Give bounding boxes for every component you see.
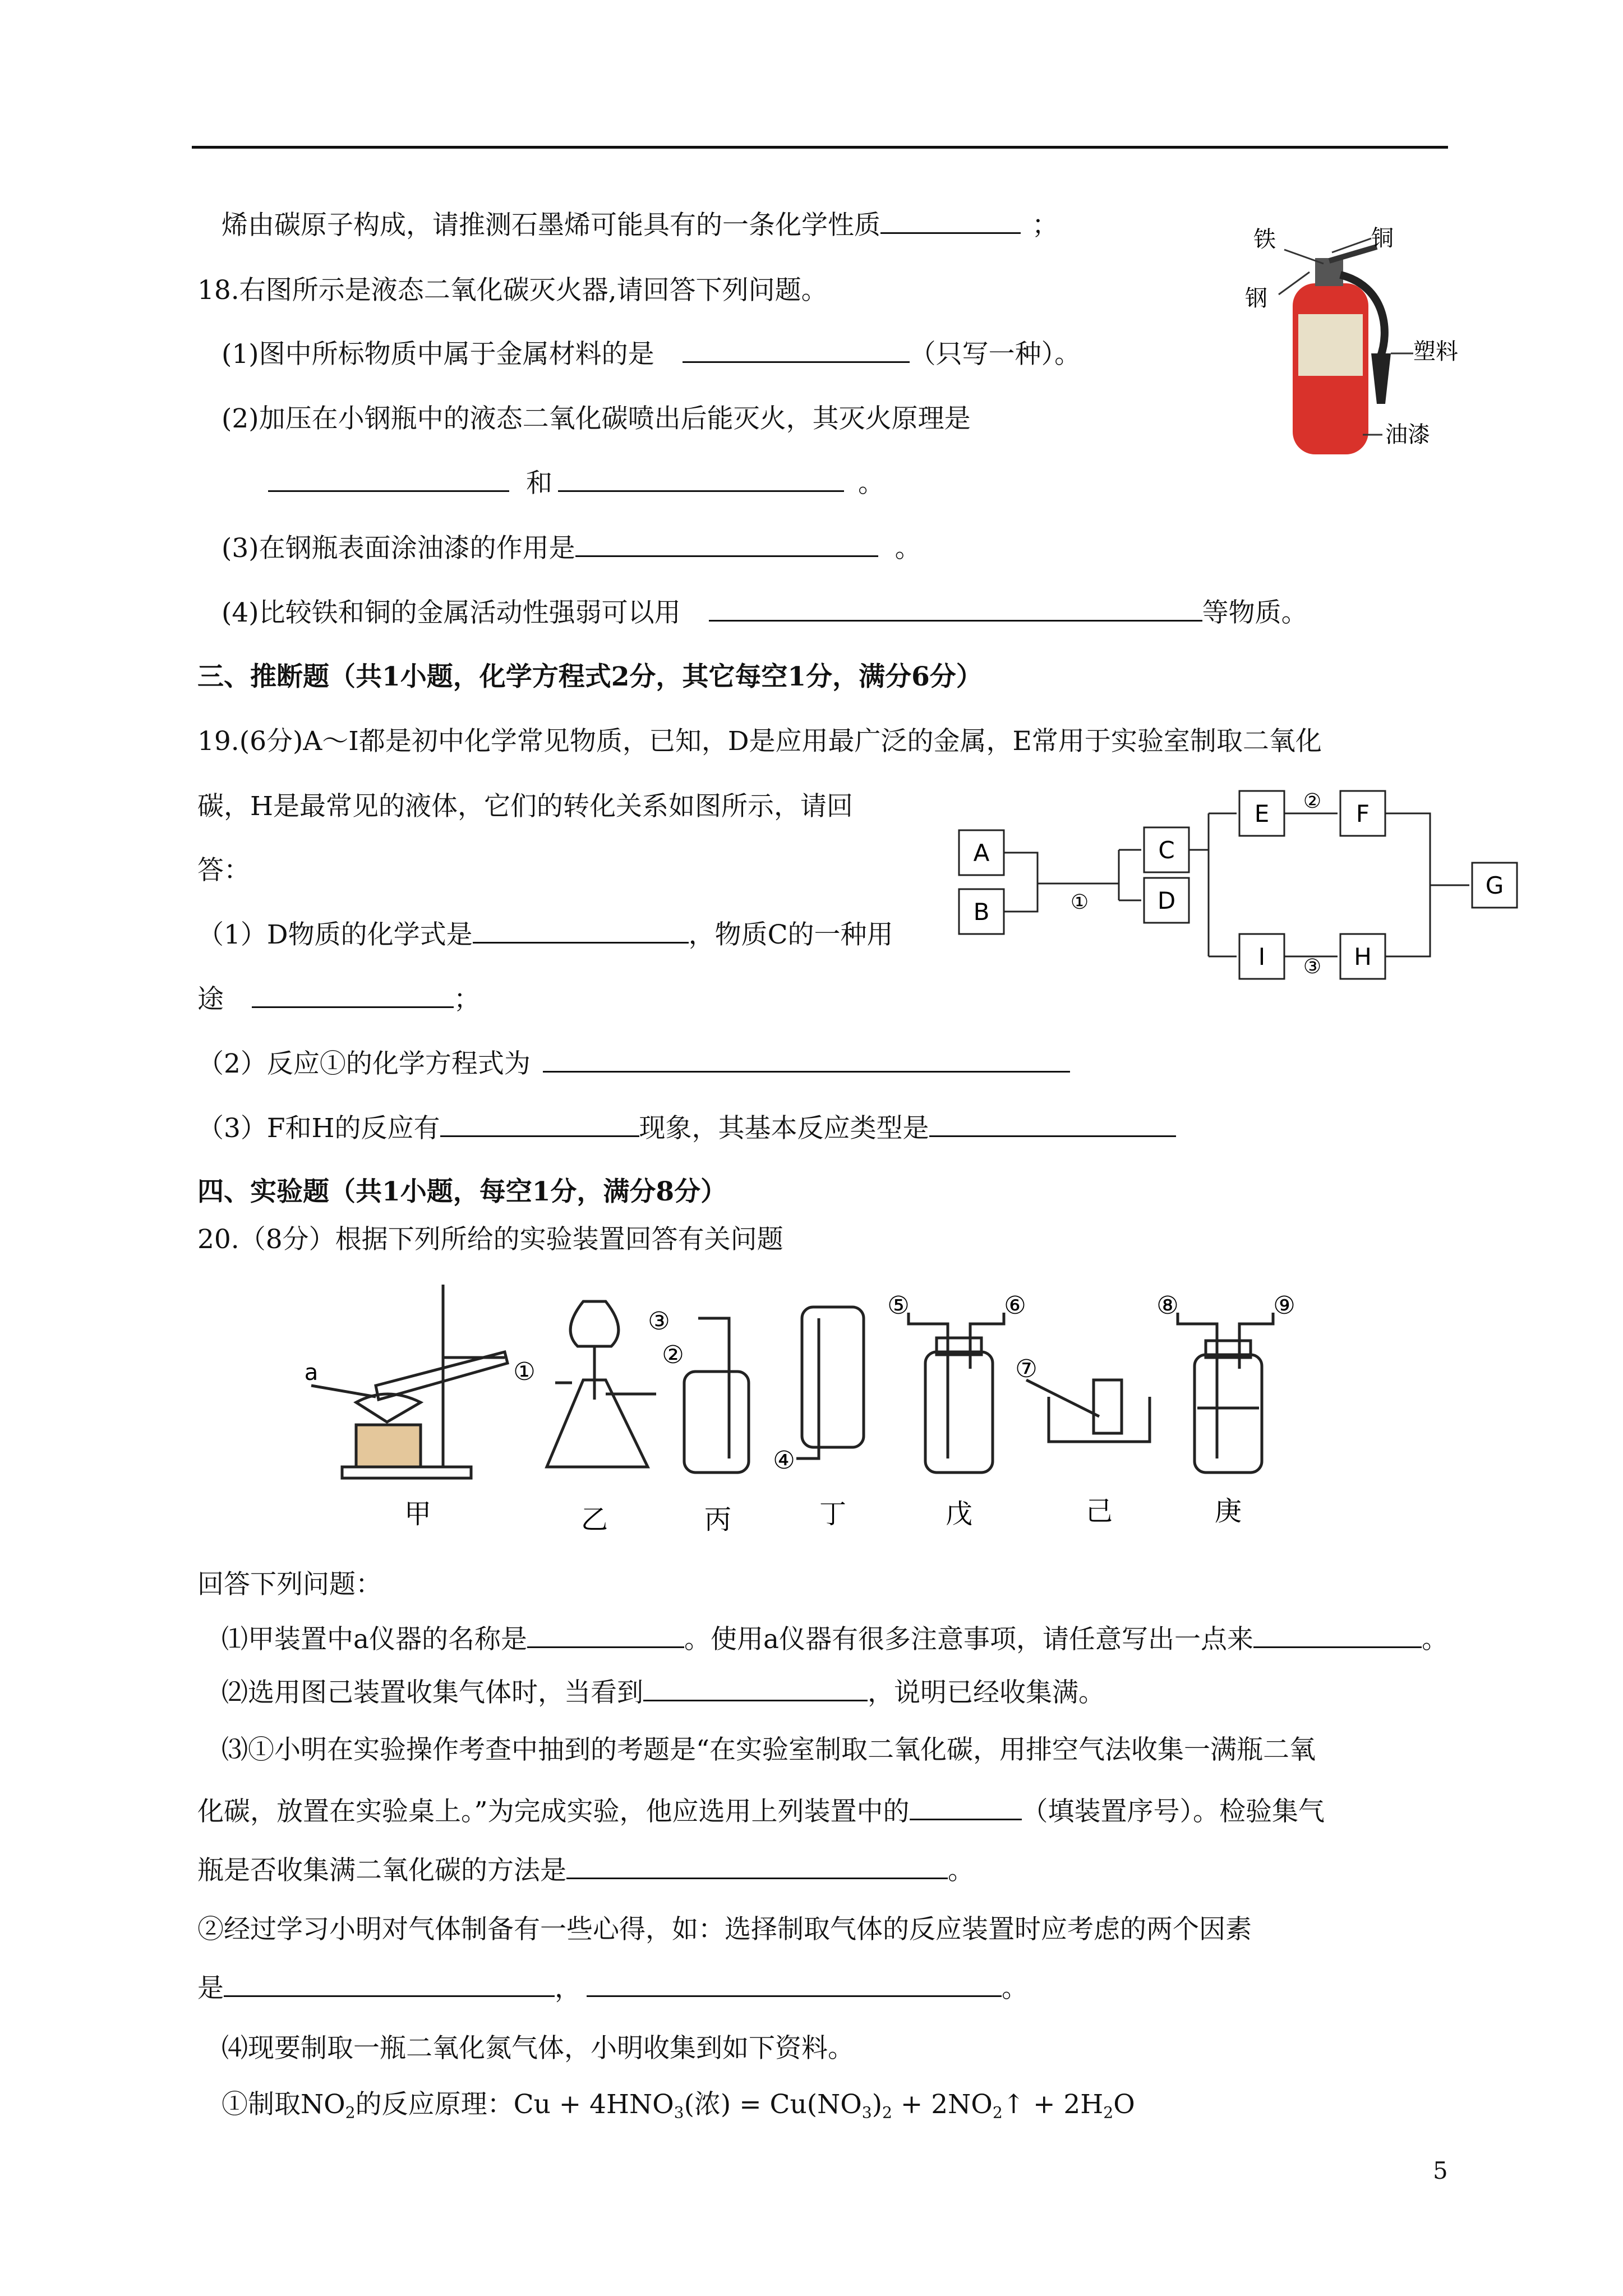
answer-blank[interactable] (473, 919, 689, 944)
text-line: 化碳，放置在实验桌上。”为完成实验，他应选用上列装置中的 （填装置序号）。检验集气 (197, 1796, 1325, 1827)
answer-blank[interactable] (440, 1113, 639, 1137)
nozzle-horn (1371, 353, 1391, 404)
box-A-label: A (973, 839, 990, 867)
apparatus-wu (909, 1313, 1004, 1473)
box-H-label: H (1354, 943, 1372, 970)
cylinder-label (1298, 314, 1363, 376)
label-ding: 丁 (819, 1498, 847, 1530)
port-6: ⑥ (1004, 1291, 1026, 1320)
box-B-label: B (973, 898, 990, 926)
label-plastic: 塑料 (1413, 339, 1458, 365)
port-7: ⑦ (1015, 1355, 1038, 1383)
port-8: ⑧ (1156, 1291, 1179, 1320)
answer-blank[interactable] (643, 1677, 868, 1701)
q20-part2: ⑵选用图己装置收集气体时，当看到 ，说明已经收集满。 (222, 1677, 1105, 1708)
text-line: 烯由碳原子构成，请推测石墨烯可能具有的一条化学性质 ； (222, 210, 1058, 241)
apparatus-ding (796, 1307, 864, 1458)
flow-diagram (948, 780, 1537, 999)
answer-blank[interactable] (224, 1973, 555, 1997)
box-C-label: C (1158, 836, 1175, 864)
header-rule (192, 146, 1448, 149)
q20-part1: ⑴甲装置中a仪器的名称是 。使用a仪器有很多注意事项，请任意写出一点来 。 (222, 1624, 1449, 1655)
label-a: a (304, 1360, 319, 1386)
answer-blank[interactable] (558, 468, 844, 492)
label-paint: 油漆 (1385, 422, 1430, 448)
label-bing: 丙 (704, 1504, 732, 1535)
answer-blank[interactable] (683, 339, 910, 363)
apparatus-yi (547, 1301, 656, 1467)
label-jia: 甲 (404, 1498, 432, 1530)
q20-part4: ⑷现要制取一瓶二氧化氮气体，小明收集到如下资料。 (222, 2033, 854, 2064)
box-G-label: G (1485, 872, 1504, 899)
q19-part1: （1）D物质的化学式是 ，物质C的一种用 (197, 919, 893, 950)
q19-part2: （2）反应①的化学方程式为 (197, 1047, 1070, 1081)
answer-blank[interactable] (910, 1796, 1022, 1820)
apparatus-geng (1178, 1313, 1273, 1473)
question-18: 18.右图所示是液态二氧化碳灭火器,请回答下列问题。 (197, 275, 828, 306)
label-iron: 铁 (1253, 227, 1276, 252)
reaction-1-label: ① (1070, 891, 1089, 914)
port-4: ④ (773, 1446, 795, 1475)
box-E-label: E (1254, 800, 1270, 827)
connector-3 (1284, 813, 1338, 956)
answer-blank[interactable] (527, 1624, 684, 1648)
answer-blank[interactable] (543, 1048, 1070, 1073)
text-line: 碳，H是最常见的液体，它们的转化关系如图所示，请回 (197, 791, 853, 822)
answer-blank[interactable] (268, 468, 509, 492)
port-5: ⑤ (887, 1291, 910, 1320)
q20-part3: ⑶①小明在实验操作考查中抽到的考题是“在实验室制取二氧化碳，用排空气法收集一满瓶二氧 (222, 1734, 1316, 1765)
q18-part1: (1)图中所标物质中属于金属材料的是 （只写一种）。 (222, 339, 1081, 370)
answer-blank[interactable] (880, 210, 1021, 234)
apparatus-jia (311, 1285, 508, 1478)
q18-part4: (4)比较铁和铜的金属活动性强弱可以用 等物质。 (222, 597, 1308, 628)
connector-4 (1385, 813, 1469, 956)
section-4-heading: 四、实验题（共1小题，每空1分，满分8分） (197, 1176, 727, 1207)
reaction-2-label: ② (1303, 790, 1322, 813)
answer-blank[interactable] (929, 1113, 1176, 1137)
label-copper: 铜 (1371, 226, 1394, 251)
apparatus-bing (684, 1318, 749, 1473)
label-steel: 钢 (1245, 286, 1267, 311)
q18-part3: (3)在钢瓶表面涂油漆的作用是 。 (222, 533, 921, 564)
port-2: ② (662, 1341, 684, 1369)
answer-blank[interactable] (252, 984, 454, 1008)
label-wu: 戊 (945, 1498, 973, 1530)
port-9: ⑨ (1273, 1291, 1295, 1320)
apparatus-figure (292, 1273, 1357, 1537)
page-number: 5 (1433, 2157, 1448, 2184)
label-yi: 乙 (580, 1504, 608, 1535)
q19-part3: （3）F和H的反应有 现象，其基本反应类型是 (197, 1112, 1176, 1145)
text-line: 瓶是否收集满二氧化碳的方法是 。 (197, 1855, 974, 1886)
label-ji: 己 (1085, 1496, 1113, 1527)
label-geng: 庚 (1214, 1496, 1242, 1527)
handle (1329, 247, 1377, 261)
q18-part2: (2)加压在小钢瓶中的液态二氧化碳喷出后能灭火，其灭火原理是 (222, 403, 971, 434)
answer-blank[interactable] (575, 533, 878, 557)
pointer-line (1284, 250, 1324, 264)
answer-blank[interactable] (566, 1855, 948, 1879)
text-line: 答： (197, 855, 250, 886)
box-D-label: D (1157, 887, 1176, 914)
question-20: 20.（8分）根据下列所给的实验装置回答有关问题 (197, 1224, 783, 1255)
section-3-heading: 三、推断题（共1小题，化学方程式2分，其它每空1分，满分6分） (197, 661, 983, 692)
answer-blank[interactable] (1253, 1624, 1422, 1648)
port-1: ① (513, 1358, 536, 1386)
answer-blank[interactable] (709, 597, 1202, 622)
reaction-3-label: ③ (1303, 955, 1322, 978)
question-19: 19.(6分)A～I都是初中化学常见物质，已知，D是应用最广泛的金属，E常用于实验室制取二氧化 (197, 726, 1322, 757)
apparatus-ji (1026, 1380, 1150, 1442)
port-3: ③ (648, 1307, 670, 1336)
box-F-label: F (1355, 800, 1370, 827)
text-line: 途 ； (197, 984, 480, 1015)
box-I-label: I (1258, 943, 1266, 970)
q18-part2-answers: 和 。 (268, 467, 884, 500)
reaction-equation: ①制取$NO_2$的反应原理：$Cu + 4HNO_3$(浓) = $Cu(NO_3)_2$ + $2NO_2↑ + 2H_2O$ (222, 2089, 1135, 2122)
answer-blank[interactable] (587, 1973, 1002, 1997)
fire-extinguisher-figure (1245, 219, 1469, 466)
text-line: ②经过学习小明对气体制备有一些心得，如：选择制取气体的反应装置时应考虑的两个因素 (197, 1914, 1252, 1945)
text-line: 回答下列问题： (197, 1569, 382, 1600)
connector-2 (1189, 813, 1237, 956)
text-line: 是 ， 。 (197, 1973, 1028, 2004)
